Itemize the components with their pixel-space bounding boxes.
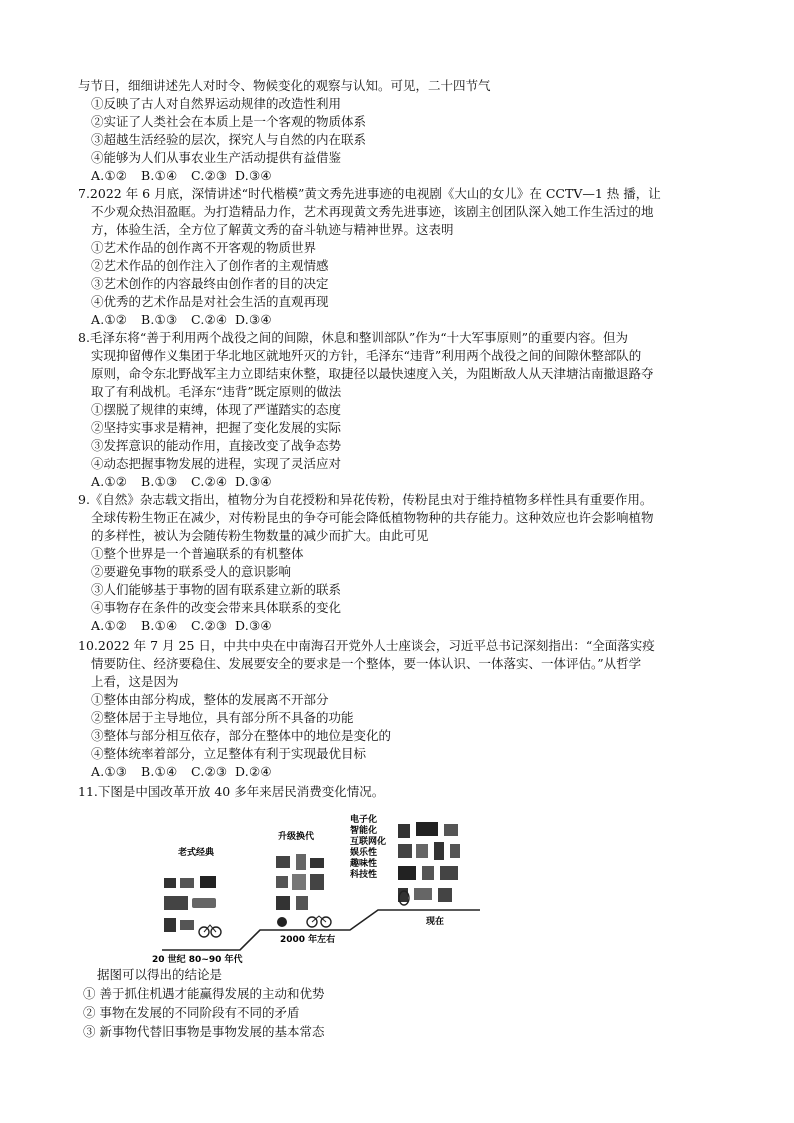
classic-items-icon bbox=[164, 876, 221, 937]
era-3-label: 现在 bbox=[426, 917, 445, 927]
q6-choice-1: ①反映了古人对自然界运动规律的改造性利用 bbox=[91, 96, 342, 111]
q8-choice-3: ③发挥意识的能动作用，直接改变了战争态势 bbox=[91, 438, 342, 453]
q7-choice-3: ③艺术创作的内容最终由创作者的目的决定 bbox=[91, 276, 329, 291]
q9-stem-2: 全球传粉生物正在减少，对传粉昆虫的争夺可能会降低植物物种的共存能力。这种效应也许会影响植物 bbox=[91, 510, 654, 525]
q6-answer-d: D.③④ bbox=[235, 168, 272, 183]
q10-choice-4: ④整体统率着部分，立足整体有利于实现最优目标 bbox=[91, 746, 367, 761]
upgrade-items-icon bbox=[276, 854, 331, 927]
q9-answer-d: D.③④ bbox=[235, 618, 272, 633]
q6-answer-a: A.①② bbox=[91, 168, 128, 183]
feature-3: 互联网化 bbox=[350, 837, 387, 847]
q6-choice-3: ③超越生活经验的层次，探究人与自然的内在联系 bbox=[91, 132, 367, 147]
q10-answer-c: C.②③ bbox=[191, 764, 228, 779]
q7-stem-2: 不少观众热泪盈眶。为打造精品力作，艺术再现黄文秀先进事迹，该剧主创团队深入她工作生活过的地 bbox=[91, 204, 654, 219]
q9-answers bbox=[91, 617, 272, 635]
q10-choice-1: ①整体由部分构成，整体的发展离不开部分 bbox=[91, 692, 329, 707]
q8-stem-3: 原则，命令东北野战军主力立即结束休整，取捷径以最快速度入关，为阻断敌人从天津塘沽南撤退路夺 bbox=[91, 366, 654, 381]
q10-stem-1: 10.2022 年 7 月 25 日，中共中央在中南海召开党外人士座谈会，习近平总书记深刻指出：“全面落实疫 bbox=[78, 638, 655, 653]
q7-answer-c: C.②④ bbox=[191, 312, 228, 327]
q10-stem-3: 上看，这是因为 bbox=[91, 674, 179, 689]
q6-answers bbox=[91, 167, 272, 185]
q8-stem-1: 8.毛泽东将“善于利用两个战役之间的间隙，休息和整训部队”作为“十大军事原则”的重要内容。但为 bbox=[78, 330, 628, 345]
feature-2: 智能化 bbox=[350, 826, 378, 836]
q11-prompt: 据图可以得出的结论是 bbox=[97, 967, 223, 982]
q8-stem-4: 取了有利战机。毛泽东“违背”既定原则的做法 bbox=[91, 384, 342, 399]
q9-stem-3: 的多样性，被认为会随传粉生物数量的减少而扩大。由此可见 bbox=[91, 528, 429, 543]
q10-answer-a: A.①③ bbox=[91, 764, 128, 779]
q8-answer-a: A.①② bbox=[91, 474, 128, 489]
q11-choice-2: ② 事物在发展的不同阶段有不同的矛盾 bbox=[83, 1005, 300, 1020]
q7-answer-d: D.③④ bbox=[235, 312, 272, 327]
q8-answer-d: D.③④ bbox=[235, 474, 272, 489]
q10-answer-d: D.②④ bbox=[235, 764, 272, 779]
q9-choice-2: ②要避免事物的联系受人的意识影响 bbox=[91, 564, 292, 579]
q7-choice-2: ②艺术作品的创作注入了创作者的主观情感 bbox=[91, 258, 329, 273]
q7-answer-a: A.①② bbox=[91, 312, 128, 327]
label-classic: 老式经典 bbox=[178, 848, 215, 858]
consumption-change-figure bbox=[150, 812, 500, 967]
q6-stem-tail: 与节日，细细讲述先人对时令、物候变化的观察与认知。可见，二十四节气 bbox=[78, 78, 491, 93]
q10-answer-b: B.①④ bbox=[141, 764, 178, 779]
q6-choice-2: ②实证了人类社会在本质上是一个客观的物质体系 bbox=[91, 114, 367, 129]
q9-answer-a: A.①② bbox=[91, 618, 128, 633]
q7-choice-1: ①艺术作品的创作离不开客观的物质世界 bbox=[91, 240, 317, 255]
q10-choice-2: ②整体居于主导地位，具有部分所不具备的功能 bbox=[91, 710, 354, 725]
q10-stem-2: 情要防住、经济要稳住、发展要安全的要求是一个整体，要一体认识、一体落实、一体评估。”从哲学 bbox=[91, 656, 642, 671]
q6-choice-4: ④能够为人们从事农业生产活动提供有益借鉴 bbox=[91, 150, 342, 165]
q10-choice-3: ③整体与部分相互依存，部分在整体中的地位是变化的 bbox=[91, 728, 392, 743]
figure-svg bbox=[150, 812, 500, 967]
q8-choice-4: ④动态把握事物发展的进程，实现了灵活应对 bbox=[91, 456, 342, 471]
q8-answer-b: B.①③ bbox=[141, 474, 178, 489]
label-upgrade: 升级换代 bbox=[278, 832, 315, 842]
q9-answer-c: C.②③ bbox=[191, 618, 228, 633]
q8-answers bbox=[91, 473, 272, 491]
q7-answers bbox=[91, 311, 272, 329]
q7-answer-b: B.①③ bbox=[141, 312, 178, 327]
feature-5: 趣味性 bbox=[350, 859, 378, 869]
q9-choice-1: ①整个世界是一个普遍联系的有机整体 bbox=[91, 546, 304, 561]
q7-stem-1: 7.2022 年 6 月底，深情讲述“时代楷模”黄文秀先进事迹的电视剧《大山的女儿》在 CCTV—1 热 播，让 bbox=[78, 186, 661, 201]
q9-answer-b: B.①④ bbox=[141, 618, 178, 633]
era-1-label: 20 世纪 80~90 年代 bbox=[152, 955, 243, 965]
q8-answer-c: C.②④ bbox=[191, 474, 228, 489]
q9-choice-4: ④事物存在条件的改变会带来具体联系的变化 bbox=[91, 600, 342, 615]
q8-stem-2: 实现抑留傅作义集团于华北地区就地歼灭的方针，毛泽东“违背”利用两个战役之间的间隙休整部队的 bbox=[91, 348, 642, 363]
q11-stem: 11.下图是中国改革开放 40 多年来居民消费变化情况。 bbox=[78, 784, 385, 799]
q7-stem-3: 方，体验生活，全方位了解黄文秀的奋斗轨迹与精神世界。这表明 bbox=[91, 222, 454, 237]
q8-choice-1: ①摆脱了规律的束缚，体现了严谨踏实的态度 bbox=[91, 402, 342, 417]
q11-choice-3: ③ 新事物代替旧事物是事物发展的基本常态 bbox=[83, 1024, 325, 1039]
feature-6: 科技性 bbox=[350, 870, 378, 880]
q11-choice-1: ① 善于抓住机遇才能赢得发展的主动和优势 bbox=[83, 986, 325, 1001]
feature-4: 娱乐性 bbox=[350, 848, 378, 858]
feature-1: 电子化 bbox=[350, 815, 378, 825]
era-2-label: 2000 年左右 bbox=[280, 935, 336, 945]
q6-answer-b: B.①④ bbox=[141, 168, 178, 183]
q9-stem-1: 9.《自然》杂志载文指出，植物分为自花授粉和异花传粉，传粉昆虫对于维持植物多样性具有重要作用。 bbox=[78, 492, 653, 507]
modern-items-icon bbox=[398, 822, 460, 905]
q8-choice-2: ②坚持实事求是精神，把握了变化发展的实际 bbox=[91, 420, 342, 435]
q6-answer-c: C.②③ bbox=[191, 168, 228, 183]
q10-answers bbox=[91, 763, 272, 781]
q9-choice-3: ③人们能够基于事物的固有联系建立新的联系 bbox=[91, 582, 342, 597]
q7-choice-4: ④优秀的艺术作品是对社会生活的直观再现 bbox=[91, 294, 329, 309]
